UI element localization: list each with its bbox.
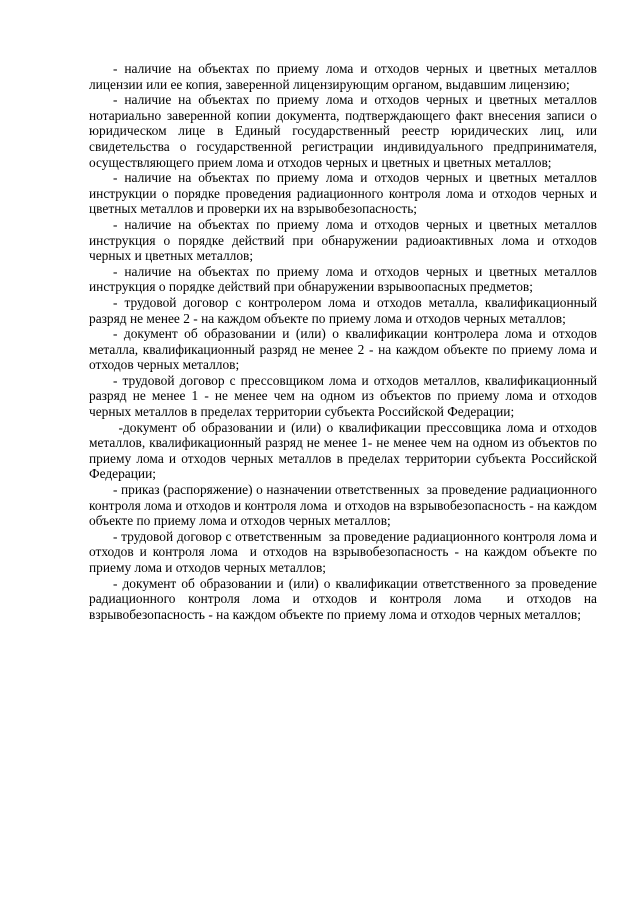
list-item-radiation-instruction: - наличие на объектах по приему лома и отходов черных и цветных металлов инструкции о порядке проведения радиационного контроля лома и отходов черных и цветных металлов и проверки их на взрывобезопасность; <box>89 170 601 217</box>
list-item-radioactive-instruction: - наличие на объектах по приему лома и отходов черных и цветных металлов инструкция о порядке действий при обнаружении радиоактивных лома и отходов черных и цветных металлов; <box>89 216 601 264</box>
list-item-license: - наличие на объектах по приему лома и отходов черных и цветных металлов лицензии или ее копия, заверенной лицензирующим органом, выдавшим лицензию; <box>89 61 601 92</box>
list-item-explosive-instruction: - наличие на объектах по приему лома и отходов черных и цветных металлов инструкция о порядке действий при обнаружении взрывоопасных предметов; <box>89 263 601 295</box>
list-item-responsible-education: - документ об образовании и (или) о квалификации ответственного за проведение радиационного контроля лома и отходов и контроля лома и отходов на взрывобезопасность - на каждом объекте по приему лома и отходов черных металлов; <box>89 575 601 622</box>
list-item-presser-contract: - трудовой договор с прессовщиком лома и отходов металлов, квалификационный разряд не менее 1 - не менее чем на одном из объектов по приему лома и отходов черных металлов в пределах территории субъекта Российской Федерации; <box>89 372 601 420</box>
list-item-controller-contract: - трудовой договор с контролером лома и отходов металла, квалификационный разряд не менее 2 - на каждом объекте по приему лома и отходов черных металлов; <box>89 294 601 326</box>
list-item-presser-education: -документ об образовании и (или) о квалификации прессовщика лома и отходов металлов, квалификационный разряд не менее 1- не менее чем на одном из объектов по приему лома и отходов черных металлов в пределах территории субъекта Российской Федерации; <box>89 419 601 482</box>
list-item-controller-education: - документ об образовании и (или) о квалификации контролера лома и отходов металла, квалификационный разряд не менее 2 - на каждом объекте по приему лома и отходов черных металлов; <box>89 326 601 373</box>
document-page <box>89 61 601 622</box>
list-item-registry-copy: - наличие на объектах по приему лома и отходов черных и цветных металлов нотариально заверенной копии документа, подтверждающего факт внесения записи о юридическом лице в Единый государственный реестр юридических лиц, или свидетельства о государственной регистрации индивидуального предпринимателя, осуществляющего прием лома и отходов черных и цветных и цветных металлов; <box>89 92 601 170</box>
list-item-responsible-contract: - трудовой договор с ответственным за проведение радиационного контроля лома и отходов и контроля лома и отходов на взрывобезопасность - на каждом объекте по приему лома и отходов черных металлов; <box>89 528 601 575</box>
list-item-responsible-order: - приказ (распоряжение) о назначении ответственных за проведение радиационного контроля лома и отходов и контроля лома и отходов на взрывобезопасность - на каждом объекте по приему лома и отходов черных металлов; <box>89 482 601 529</box>
